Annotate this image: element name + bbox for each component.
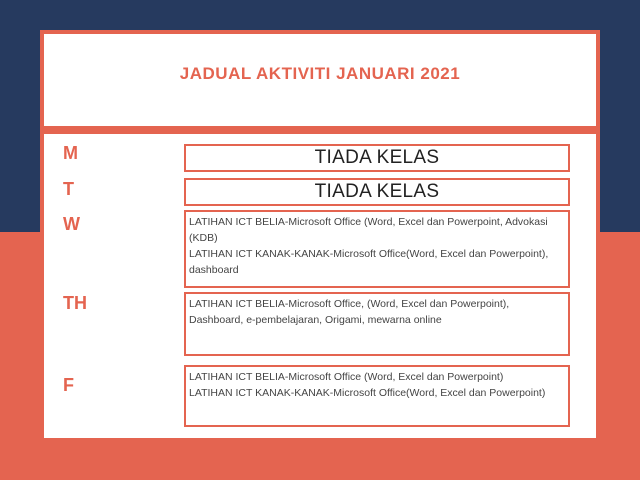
day-label-tuesday: T	[63, 179, 74, 199]
activity-box-friday	[184, 365, 570, 427]
activity-box-wednesday	[184, 210, 570, 288]
activity-line: LATIHAN ICT BELIA-Microsoft Office (Word, Excel dan Powerpoint, Advokasi (KDB)	[189, 216, 548, 244]
day-label-thursday: TH	[63, 293, 87, 313]
activity-box-monday	[184, 144, 570, 172]
day-label-wednesday: W	[63, 214, 80, 234]
activity-box-tuesday	[184, 178, 570, 206]
activity-text: TIADA KELAS	[314, 181, 440, 202]
page-title: JADUAL AKTIVITI JANUARI 2021	[179, 64, 461, 83]
activity-line: LATIHAN ICT KANAK-KANAK-Microsoft Office(Word, Excel dan Powerpoint), dashboard	[189, 248, 549, 276]
activity-text: TIADA KELAS	[314, 147, 440, 168]
activity-line: LATIHAN ICT BELIA-Microsoft Office, (Word, Excel dan Powerpoint), Dashboard, e-pembelajaran, Origami, mewarna online	[189, 298, 510, 326]
activity-line: LATIHAN ICT BELIA-Microsoft Office (Word, Excel dan Powerpoint)	[189, 371, 504, 383]
day-label-monday: M	[63, 143, 78, 163]
title-panel	[44, 34, 596, 126]
activity-line: LATIHAN ICT KANAK-KANAK-Microsoft Office(Word, Excel dan Powerpoint)	[189, 387, 546, 399]
day-label-friday: F	[63, 375, 74, 395]
activity-box-thursday	[184, 292, 570, 356]
